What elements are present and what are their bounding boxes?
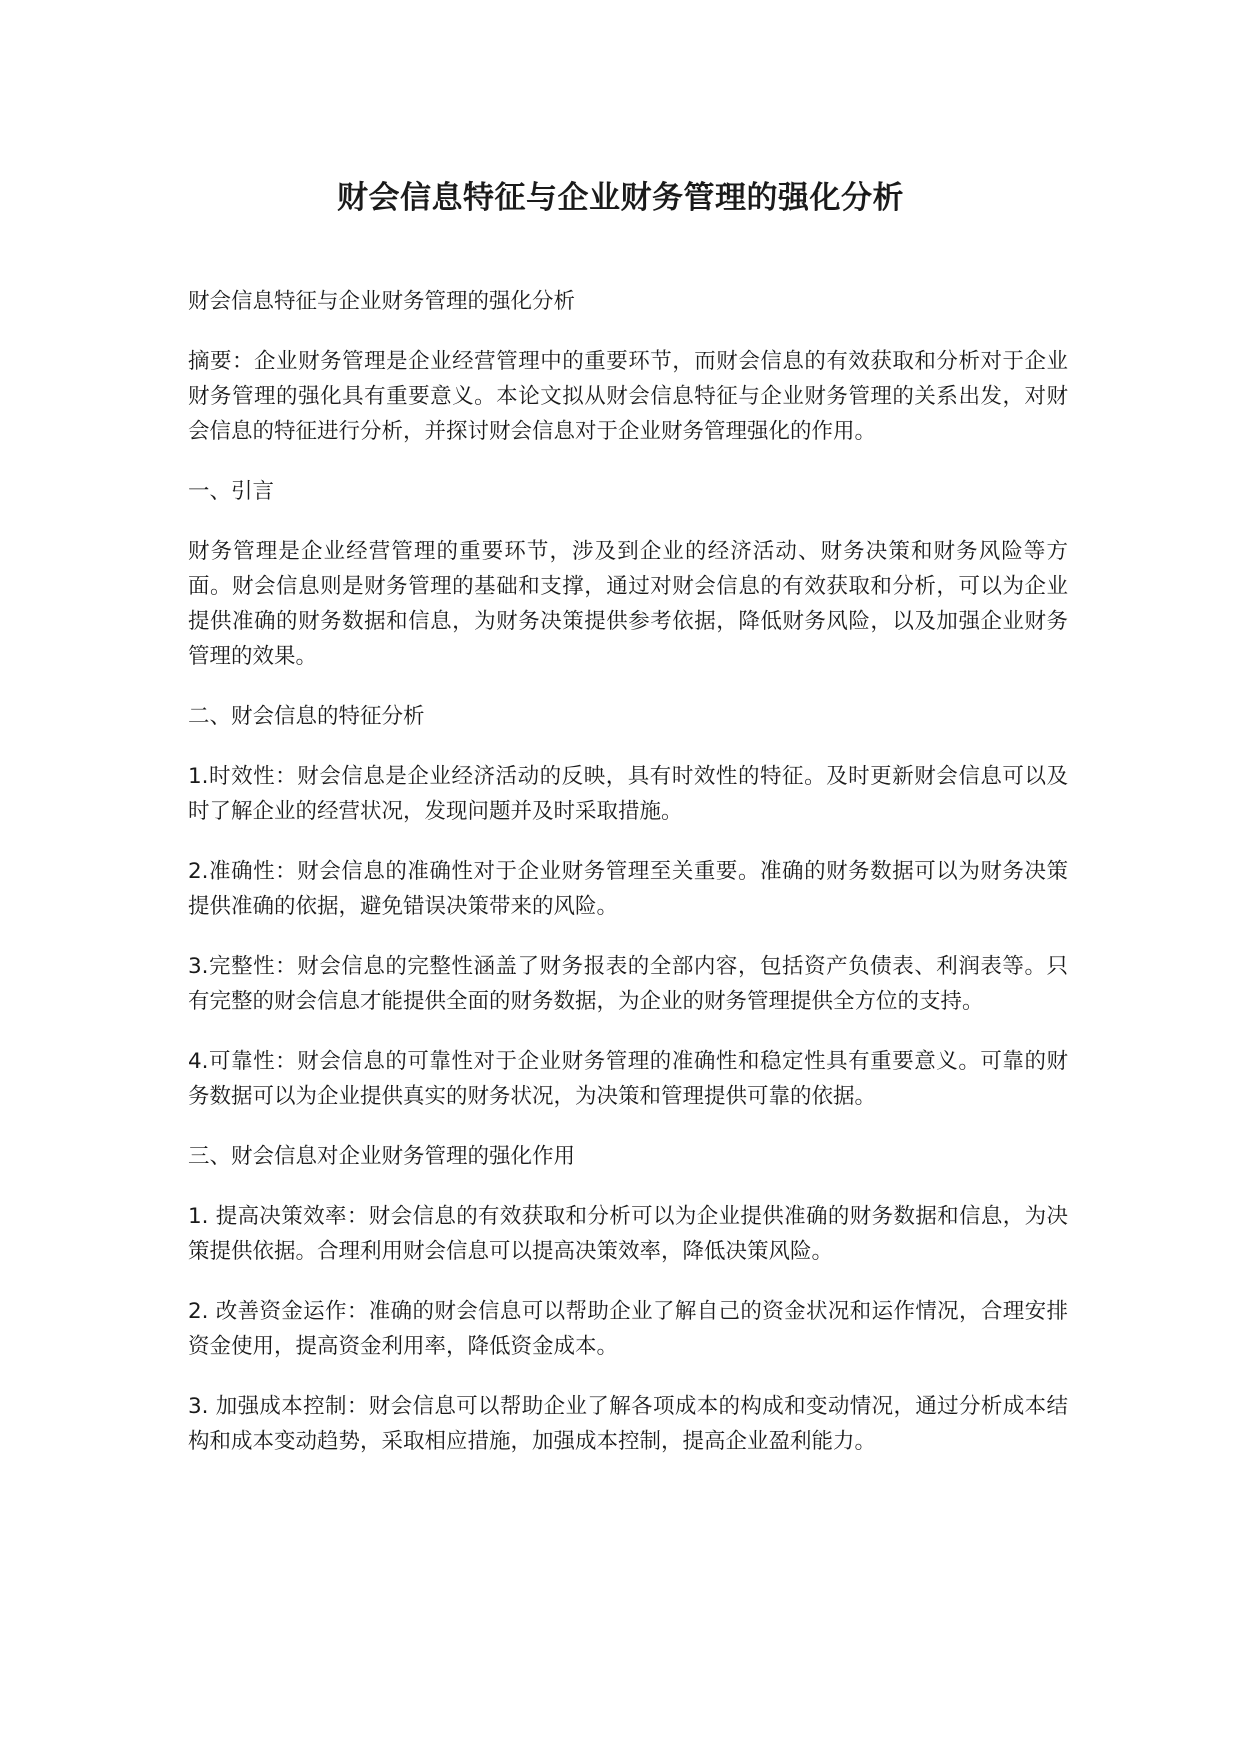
characteristic-item-accuracy: 2.准确性：财会信息的准确性对于企业财务管理至关重要。准确的财务数据可以为财务决策提供准确的依据，避免错误决策带来的风险。 — [188, 859, 1068, 919]
abstract-paragraph: 摘要：企业财务管理是企业经营管理中的重要环节，而财会信息的有效获取和分析对于企业财务管理的强化具有重要意义。本论文拟从财会信息特征与企业财务管理的关系出发，对财会信息的特征进行分析，并探讨财会信息对于企业财务管理强化的作用。 — [188, 349, 1068, 444]
document-subtitle: 财会信息特征与企业财务管理的强化分析 — [188, 289, 576, 314]
characteristic-item-completeness: 3.完整性：财会信息的完整性涵盖了财务报表的全部内容，包括资产负债表、利润表等。只有完整的财会信息才能提供全面的财务数据，为企业的财务管理提供全方位的支持。 — [188, 954, 1068, 1014]
section-heading-strengthening: 三、财会信息对企业财务管理的强化作用 — [188, 1144, 576, 1169]
section-heading-introduction: 一、引言 — [188, 479, 275, 504]
characteristic-item-reliability: 4.可靠性：财会信息的可靠性对于企业财务管理的准确性和稳定性具有重要意义。可靠的财务数据可以为企业提供真实的财务状况，为决策和管理提供可靠的依据。 — [188, 1049, 1068, 1109]
strengthening-item-cost: 3. 加强成本控制：财会信息可以帮助企业了解各项成本的构成和变动情况，通过分析成本结构和成本变动趋势，采取相应措施，加强成本控制，提高企业盈利能力。 — [188, 1394, 1068, 1454]
strengthening-item-funds: 2. 改善资金运作：准确的财会信息可以帮助企业了解自己的资金状况和运作情况，合理安排资金使用，提高资金利用率，降低资金成本。 — [188, 1299, 1068, 1359]
section-heading-characteristics: 二、财会信息的特征分析 — [188, 704, 425, 729]
document-title: 财会信息特征与企业财务管理的强化分析 — [337, 180, 904, 216]
strengthening-item-decision: 1. 提高决策效率：财会信息的有效获取和分析可以为企业提供准确的财务数据和信息，为决策提供依据。合理利用财会信息可以提高决策效率，降低决策风险。 — [188, 1204, 1068, 1264]
document-body — [188, 284, 1068, 1484]
characteristic-item-timeliness: 1.时效性：财会信息是企业经济活动的反映，具有时效性的特征。及时更新财会信息可以及时了解企业的经营状况，发现问题并及时采取措施。 — [188, 764, 1068, 824]
introduction-paragraph: 财务管理是企业经营管理的重要环节，涉及到企业的经济活动、财务决策和财务风险等方面。财会信息则是财务管理的基础和支撑，通过对财会信息的有效获取和分析，可以为企业提供准确的财务数据和信息，为财务决策提供参考依据，降低财务风险，以及加强企业财务管理的效果。 — [188, 539, 1068, 669]
